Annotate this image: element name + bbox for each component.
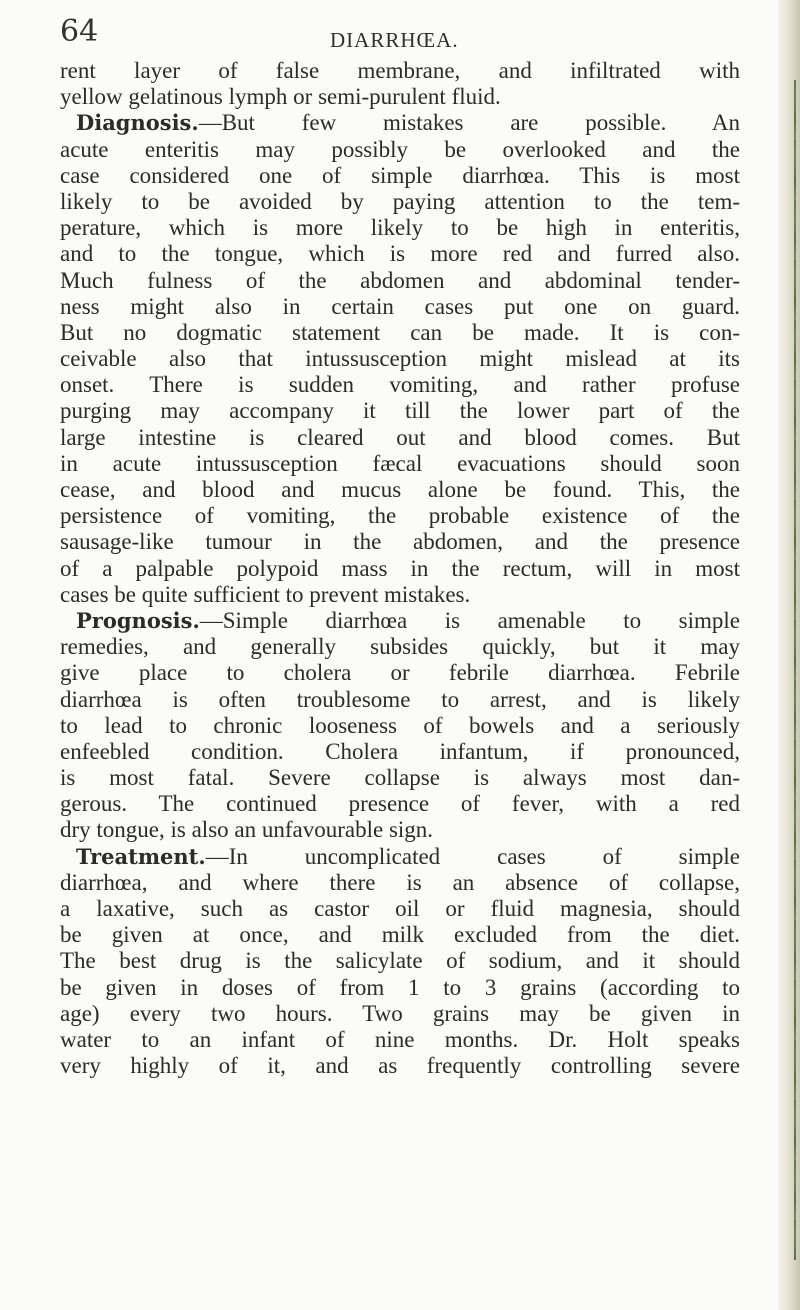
text-line: gerous. The continued presence of fever, with a red bbox=[60, 791, 740, 817]
text-line: be given in doses of from 1 to 3 grains (according to bbox=[60, 974, 740, 1000]
text-line: Much fulness of the abdomen and abdominal tender- bbox=[60, 267, 740, 293]
text-line: a laxative, such as castor oil or fluid magnesia, should bbox=[60, 896, 740, 921]
text-line: rent layer of false membrane, and infiltrated with bbox=[60, 58, 740, 83]
text-line: water to an infant of nine months. Dr. Holt speaks bbox=[60, 1026, 740, 1052]
text-line: onset. There is sudden vomiting, and rather profuse bbox=[60, 372, 740, 398]
text-line: yellow gelatinous lymph or semi-purulent fluid. bbox=[60, 84, 501, 110]
text-line: large intestine is cleared out and blood comes. But bbox=[60, 424, 740, 450]
section-heading-diagnosis: Diagnosis. bbox=[76, 110, 199, 136]
text-line bbox=[60, 110, 740, 136]
text-line: in acute intussusception fæcal evacuations should soon bbox=[60, 450, 740, 476]
page-edge bbox=[778, 0, 800, 1310]
text-line: cease, and blood and mucus alone be found. This, the bbox=[60, 477, 740, 502]
text-line: very highly of it, and as frequently controlling severe bbox=[60, 1053, 740, 1079]
text-line: acute enteritis may possibly be overlooked and the bbox=[60, 136, 740, 162]
text-line bbox=[60, 844, 740, 870]
text-line: diarrhœa is often troublesome to arrest, and is likely bbox=[60, 686, 740, 712]
text-line: dry tongue, is also an unfavourable sign. bbox=[60, 817, 434, 843]
text-line: ness might also in certain cases put one on guard. bbox=[60, 293, 740, 319]
text-line: enfeebled condition. Cholera infantum, if pronounced, bbox=[60, 738, 740, 764]
text-line: likely to be avoided by paying attention to the tem- bbox=[60, 188, 740, 214]
text-line: give place to cholera or febrile diarrhœa. Febrile bbox=[60, 660, 740, 686]
text-run: —In uncomplicated cases of simple bbox=[205, 843, 740, 869]
text-line: But no dogmatic statement can be made. It is con- bbox=[60, 319, 740, 345]
text-line: case considered one of simple diarrhœa. This is most bbox=[60, 162, 740, 188]
section-heading-treatment: Treatment. bbox=[76, 843, 206, 869]
page-header bbox=[60, 14, 760, 54]
text-line: be given at once, and milk excluded from the diet. bbox=[60, 922, 740, 948]
page-number: 64 bbox=[60, 14, 99, 49]
text-run: —But few mistakes are possible. An bbox=[198, 110, 740, 136]
text-line: and to the tongue, which is more red and furred also. bbox=[60, 241, 740, 267]
text-line: to lead to chronic looseness of bowels and a seriously bbox=[60, 712, 740, 738]
text-line: perature, which is more likely to be high in enteritis, bbox=[60, 215, 740, 241]
text-line: persistence of vomiting, the probable existence of the bbox=[60, 503, 740, 529]
text-line: ceivable also that intussusception might mislead at its bbox=[60, 346, 740, 372]
running-head: DIARRHŒA. bbox=[330, 28, 459, 52]
text-line: The best drug is the salicylate of sodium, and it should bbox=[60, 948, 740, 974]
text-line: cases be quite sufficient to prevent mistakes. bbox=[60, 581, 471, 607]
text-line: age) every two hours. Two grains may be given in bbox=[60, 1000, 740, 1026]
text-line bbox=[60, 608, 740, 634]
text-line: of a palpable polypoid mass in the rectum, will in most bbox=[60, 555, 740, 581]
text-line: is most fatal. Severe collapse is always most dan- bbox=[60, 765, 740, 791]
body-text bbox=[60, 58, 740, 1079]
text-line: remedies, and generally subsides quickly, but it may bbox=[60, 634, 740, 660]
text-line: purging may accompany it till the lower part of the bbox=[60, 398, 740, 424]
text-line: diarrhœa, and where there is an absence of collapse, bbox=[60, 869, 740, 895]
section-heading-prognosis: Prognosis. bbox=[76, 607, 200, 633]
text-line: sausage-like tumour in the abdomen, and the presence bbox=[60, 529, 740, 555]
text-run: —Simple diarrhœa is amenable to simple bbox=[199, 607, 740, 633]
